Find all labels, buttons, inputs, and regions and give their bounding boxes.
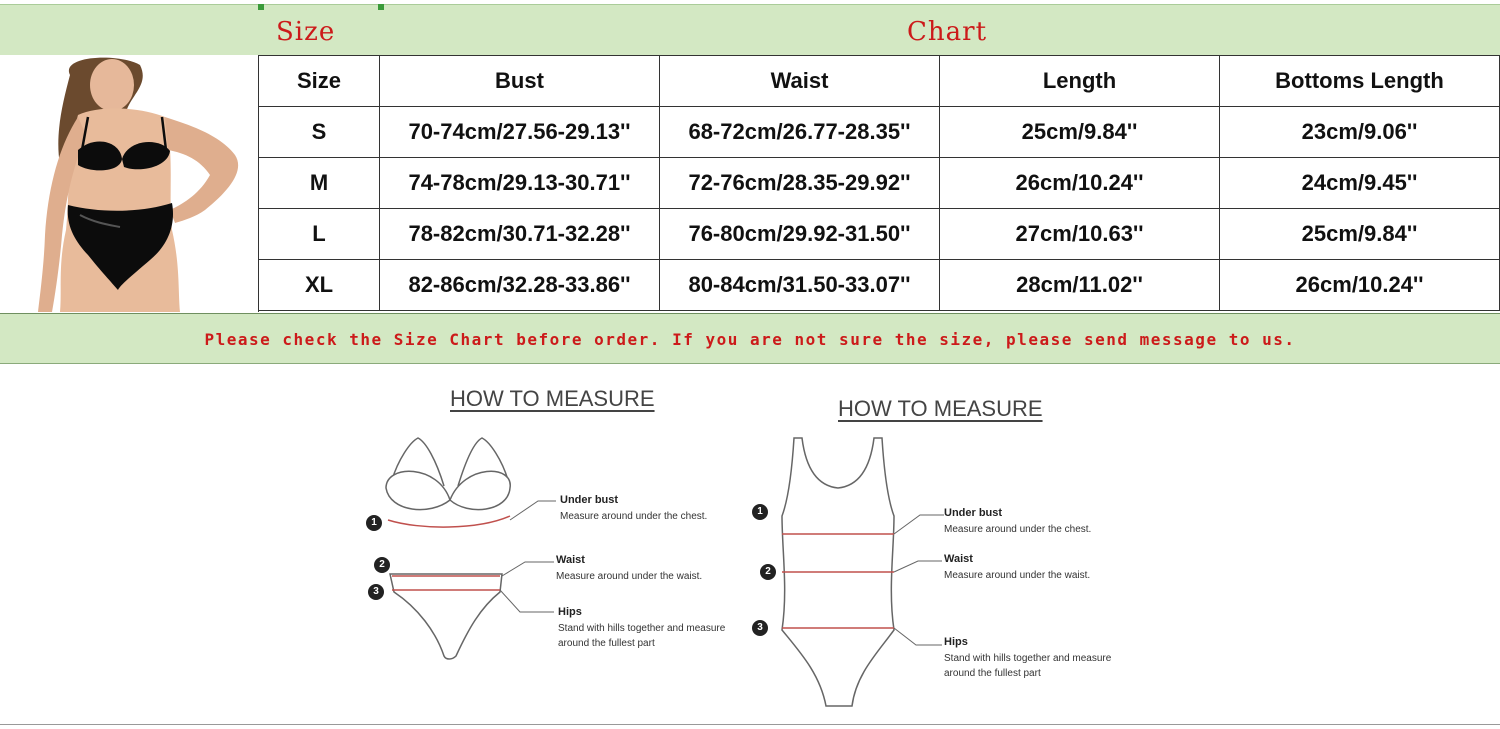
step-2-marker: 2: [374, 557, 390, 573]
size-cell: L: [259, 209, 380, 260]
corner-mark: [258, 4, 264, 10]
column-header: Bust: [380, 56, 660, 107]
step-1-marker: 1: [366, 515, 382, 531]
under-bust-label: Under bust: [560, 494, 619, 506]
waist-cell: 72-76cm/28.35-29.92'': [660, 158, 940, 209]
length-cell: 26cm/10.24'': [940, 158, 1220, 209]
waist-cell: 80-84cm/31.50-33.07'': [660, 260, 940, 311]
hips-desc-2: around the fullest part: [944, 668, 1041, 679]
waist-label: Waist: [556, 554, 585, 566]
step-3-marker: 3: [368, 584, 384, 600]
under-bust-label: Under bust: [944, 507, 1003, 519]
step-1-marker: 1: [752, 504, 768, 520]
waist-cell: 68-72cm/26.77-28.35'': [660, 107, 940, 158]
length-cell: 25cm/9.84'': [940, 107, 1220, 158]
title-banner: [0, 4, 1500, 56]
column-header: Bottoms Length: [1220, 56, 1500, 107]
table-row: [259, 209, 1500, 260]
bust-cell: 74-78cm/29.13-30.71'': [380, 158, 660, 209]
bottoms-length-cell: 26cm/10.24'': [1220, 260, 1500, 311]
measure-title: HOW TO MEASURE: [450, 386, 655, 411]
bottoms-length-cell: 24cm/9.45'': [1220, 158, 1500, 209]
under-bust-desc: Measure around under the chest.: [560, 511, 708, 522]
table-row: [259, 158, 1500, 209]
title-size: Size: [276, 17, 336, 47]
hips-desc: Stand with hills together and measure: [944, 653, 1112, 664]
hips-desc-2: around the fullest part: [558, 638, 655, 649]
column-header: Size: [259, 56, 380, 107]
size-cell: S: [259, 107, 380, 158]
size-table: [258, 55, 1500, 311]
size-cell: XL: [259, 260, 380, 311]
bust-cell: 82-86cm/32.28-33.86'': [380, 260, 660, 311]
size-note: Please check the Size Chart before order. If you are not sure the size, please send message to us.: [204, 330, 1296, 349]
table-row: [259, 260, 1500, 311]
hips-label: Hips: [944, 636, 968, 648]
bust-cell: 78-82cm/30.71-32.28'': [380, 209, 660, 260]
under-bust-desc: Measure around under the chest.: [944, 524, 1092, 535]
how-to-measure-bikini: [360, 380, 760, 680]
length-cell: 28cm/11.02'': [940, 260, 1220, 311]
how-to-measure-onepiece: [748, 390, 1168, 715]
waist-desc: Measure around under the waist.: [944, 570, 1091, 581]
waist-cell: 76-80cm/29.92-31.50'': [660, 209, 940, 260]
note-banner: [0, 313, 1500, 364]
step-2-marker: 2: [760, 564, 776, 580]
waist-label: Waist: [944, 553, 973, 565]
bottom-divider: [0, 724, 1500, 725]
waist-desc: Measure around under the waist.: [556, 571, 703, 582]
table-header-row: [259, 56, 1500, 107]
measure-title: HOW TO MEASURE: [838, 396, 1043, 421]
hips-label: Hips: [558, 606, 582, 618]
bottoms-length-cell: 23cm/9.06'': [1220, 107, 1500, 158]
product-photo: [0, 55, 259, 312]
bust-cell: 70-74cm/27.56-29.13'': [380, 107, 660, 158]
column-header: Length: [940, 56, 1220, 107]
hips-desc: Stand with hills together and measure: [558, 623, 726, 634]
corner-mark: [378, 4, 384, 10]
title-chart: Chart: [907, 17, 988, 47]
bottoms-length-cell: 25cm/9.84'': [1220, 209, 1500, 260]
model-illustration: [0, 55, 258, 312]
table-row: [259, 107, 1500, 158]
length-cell: 27cm/10.63'': [940, 209, 1220, 260]
size-cell: M: [259, 158, 380, 209]
column-header: Waist: [660, 56, 940, 107]
step-3-marker: 3: [752, 620, 768, 636]
